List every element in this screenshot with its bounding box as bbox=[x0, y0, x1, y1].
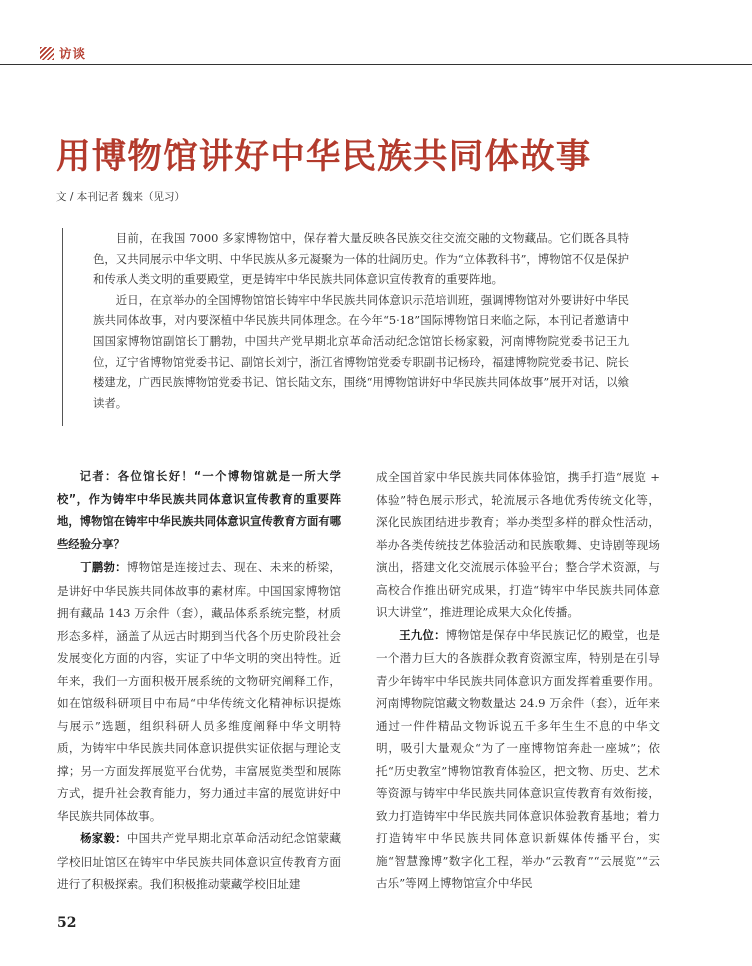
header-rule bbox=[0, 64, 752, 65]
intro-paragraph: 近日，在京举办的全国博物馆馆长铸牢中华民族共同体意识示范培训班，强调博物馆对外要讲好中华民族共同体故事，对内要深植中华民族共同体理念。在今年“5·18”国际博物馆日来临之际，本刊记者邀请中国国家博物馆副馆长丁鹏勃，中国共产党早期北京革命活动纪念馆馆长杨家毅，河南博物院党委书记王九位，辽宁省博物馆党委书记、副馆长刘宁，浙江省博物馆党委专职副书记杨玲，福建博物院党委书记、院长楼建龙，广西民族博物馆党委书记、馆长陆文东，围绕“用博物馆讲好中华民族共同体故事”展开对话，以飨读者。 bbox=[93, 292, 629, 410]
section-tag bbox=[40, 44, 86, 62]
body-column-right bbox=[376, 466, 660, 895]
body-column-left bbox=[57, 466, 341, 896]
article-title: 用博物馆讲好中华民族共同体故事 bbox=[56, 137, 592, 177]
intro-paragraph: 目前，在我国 7000 多家博物馆中，保存着大量反映各民族交往交流交融的文物藏品。它们既各具特色，又共同展示中华文明、中华民族从多元凝聚为一体的壮阔历史。作为“立体教科书”，博物馆不仅是保护和传承人类文明的重要殿堂，更是铸牢中华民族共同体意识宣传教育的重要阵地。 bbox=[93, 231, 629, 287]
intro-block bbox=[62, 228, 629, 426]
speaker-label: 王九位： bbox=[399, 628, 446, 642]
section-label: 访谈 bbox=[59, 46, 87, 61]
speaker-label: 丁鹏勃： bbox=[80, 561, 127, 574]
page-number: 52 bbox=[57, 915, 77, 931]
answer-text: 成全国首家中华民族共同体体验馆，携手打造“展览 + 体验”特色展示形式，轮流展示各地优秀传统文化等，深化民族团结进步教育；举办类型多样的群众性活动，举办各类传统技艺体验活动和民族歌舞、史诗剧等现场演出，搭建文化交流展示体验平台；整合学术资源，与高校合作推出研究成果，打造“铸牢中华民族共同体意识大讲堂”，推进理论成果大众化传播。 bbox=[376, 470, 660, 619]
speaker-label: 杨家毅： bbox=[80, 832, 127, 845]
stripes-icon bbox=[40, 47, 54, 60]
answer-text: 博物馆是保存中华民族记忆的殿堂，也是一个潜力巨大的各族群众教育资源宝库，特别是在引导青少年铸牢中华民族共同体意识方面发挥着重要作用。河南博物院馆藏文物数量达 24.9 万余件（套），近年来通过一件件精品文物诉说五千多年生生不息的中华文明，吸引大量观众“为了一座博物馆奔赴一座城”；依托“历史教室”博物馆教育体验区，把文物、历史、艺术等资源与铸牢中华民族共同体意识宣传教育有效衔接，致力打造铸牢中华民族共同体意识体验教育基地；着力打造铸牢中华民族共同体意识新媒体传播平台，实施“智慧豫博”数字化工程，举办“云教育”“云展览”“云古乐”等网上博物馆宣介中华民 bbox=[376, 627, 660, 890]
answer-paragraph bbox=[57, 827, 341, 896]
answer-text: 博物馆是连接过去、现在、未来的桥梁，是讲好中华民族共同体故事的素材库。中国国家博物馆拥有藏品 143 万余件（套），藏品体系系统完整，材质形态多样，涵盖了从远古时期到当代各个历史阶段社会发展变化方面的内容，实证了中华文明的突出特性。近年来，我们一方面积极开展系统的文物研究阐释工作，如在馆级科研项目中布局“中华传统文化精神标识提炼与展示”选题，组织科研人员多维度阐释中华文明特质，为铸牢中华民族共同体意识提供实证依据与理论支撑；另一方面发挥展览平台优势，丰富展览类型和展陈方式，提升社会教育能力，努力通过丰富的展览讲好中华民族共同体故事。 bbox=[57, 560, 341, 823]
speaker-label: 记者： bbox=[79, 470, 118, 483]
answer-paragraph bbox=[57, 556, 341, 827]
byline: 文 / 本刊记者 魏来（见习） bbox=[56, 191, 186, 203]
answer-paragraph bbox=[376, 466, 660, 624]
answer-paragraph bbox=[376, 624, 660, 895]
answer-text: 中国共产党早期北京革命活动纪念馆蒙藏学校旧址馆区在铸牢中华民族共同体意识宣传教育方面进行了积极探索。我们积极推动蒙藏学校旧址建 bbox=[57, 831, 341, 891]
question-text: 各位馆长好！“一个博物馆就是一所大学校”，作为铸牢中华民族共同体意识宣传教育的重要阵地，博物馆在铸牢中华民族共同体意识宣传教育方面有哪些经验分享？ bbox=[57, 470, 341, 551]
interview-question bbox=[57, 466, 341, 556]
